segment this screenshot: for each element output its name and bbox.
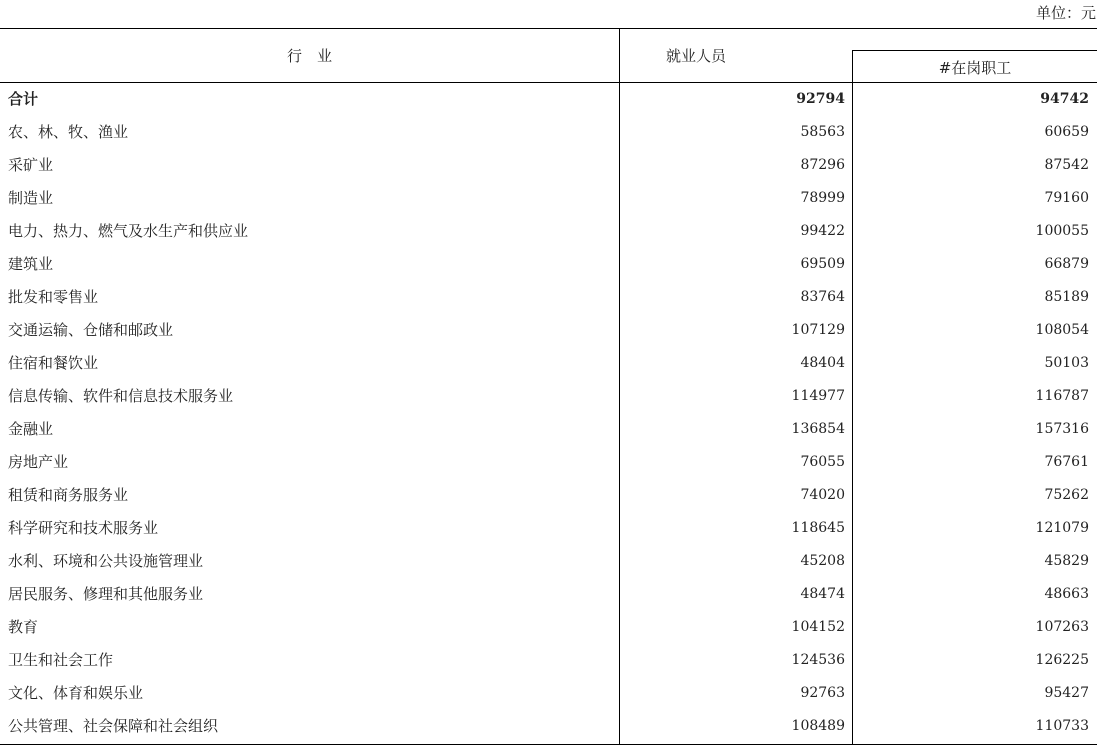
industry-name: 教育: [8, 618, 39, 636]
header-on-post: #在岗职工: [938, 59, 1012, 77]
employed-wage: 92763: [800, 685, 845, 701]
employed-wage: 136854: [791, 421, 845, 437]
on-post-wage: 108054: [1035, 322, 1089, 338]
on-post-wage: 79160: [1044, 190, 1089, 206]
table-row: [0, 611, 1097, 644]
table-row: [0, 644, 1097, 677]
employed-wage: 48404: [800, 355, 845, 371]
employed-wage: 58563: [800, 124, 845, 140]
employed-wage: 99422: [800, 223, 845, 239]
employed-wage: 92794: [796, 91, 845, 107]
on-post-wage: 116787: [1035, 388, 1089, 404]
header-industry: 行 业: [286, 47, 332, 65]
subheader-rule: [852, 50, 1097, 51]
employed-wage: 69509: [800, 256, 845, 272]
on-post-wage: 45829: [1044, 553, 1089, 569]
employed-wage: 45208: [800, 553, 845, 569]
employed-wage: 118645: [791, 520, 845, 536]
industry-name: 信息传输、软件和信息技术服务业: [8, 387, 234, 405]
table-row: [0, 545, 1097, 578]
table-row: [0, 413, 1097, 446]
industry-name: 农、林、牧、渔业: [8, 123, 129, 141]
employed-wage: 87296: [800, 157, 845, 173]
on-post-wage: 66879: [1044, 256, 1089, 272]
table-row: [0, 149, 1097, 182]
header-employed: 就业人员: [665, 47, 726, 65]
on-post-wage: 126225: [1035, 652, 1089, 668]
on-post-wage: 50103: [1044, 355, 1089, 371]
unit-label: 单位：元: [1035, 4, 1096, 22]
employed-wage: 83764: [800, 289, 845, 305]
table-row: [0, 677, 1097, 710]
table-row: [0, 281, 1097, 314]
industry-name: 卫生和社会工作: [8, 651, 114, 669]
industry-name: 租赁和商务服务业: [8, 486, 129, 504]
industry-name: 电力、热力、燃气及水生产和供应业: [8, 222, 249, 240]
employed-wage: 124536: [791, 652, 845, 668]
industry-name: 金融业: [8, 420, 54, 438]
on-post-wage: 60659: [1044, 124, 1089, 140]
industry-name: 建筑业: [8, 255, 54, 273]
industry-name: 合计: [8, 90, 39, 108]
industry-name: 公共管理、社会保障和社会组织: [8, 717, 219, 735]
employed-wage: 114977: [791, 388, 845, 404]
table-row: [0, 116, 1097, 149]
table-row: [0, 347, 1097, 380]
industry-name: 交通运输、仓储和邮政业: [8, 321, 174, 339]
on-post-wage: 76761: [1044, 454, 1089, 470]
on-post-wage: 110733: [1035, 718, 1089, 734]
on-post-wage: 157316: [1035, 421, 1089, 437]
on-post-wage: 121079: [1035, 520, 1089, 536]
on-post-wage: 85189: [1044, 289, 1089, 305]
industry-name: 水利、环境和公共设施管理业: [8, 552, 204, 570]
employed-wage: 48474: [800, 586, 845, 602]
table-row: [0, 314, 1097, 347]
employed-wage: 104152: [791, 619, 845, 635]
industry-name: 房地产业: [8, 453, 69, 471]
industry-name: 住宿和餐饮业: [8, 354, 99, 372]
on-post-wage: 107263: [1035, 619, 1089, 635]
employed-wage: 107129: [791, 322, 845, 338]
employed-wage: 78999: [800, 190, 845, 206]
table-row: [0, 710, 1097, 743]
industry-name: 制造业: [8, 189, 54, 207]
table-row: [0, 248, 1097, 281]
table-row: [0, 512, 1097, 545]
table-row: [0, 215, 1097, 248]
industry-name: 采矿业: [8, 156, 54, 174]
on-post-wage: 94742: [1040, 91, 1089, 107]
table-row: [0, 479, 1097, 512]
employed-wage: 76055: [800, 454, 845, 470]
table-row: [0, 182, 1097, 215]
table-row: [0, 380, 1097, 413]
table-row: [0, 446, 1097, 479]
industry-name: 居民服务、修理和其他服务业: [8, 585, 204, 603]
on-post-wage: 75262: [1044, 487, 1089, 503]
on-post-wage: 87542: [1044, 157, 1089, 173]
industry-name: 批发和零售业: [8, 288, 99, 306]
employed-wage: 108489: [791, 718, 845, 734]
on-post-wage: 95427: [1044, 685, 1089, 701]
on-post-wage: 48663: [1044, 586, 1089, 602]
table-row: [0, 578, 1097, 611]
on-post-wage: 100055: [1035, 223, 1089, 239]
industry-name: 科学研究和技术服务业: [8, 519, 159, 537]
table-row: [0, 83, 1097, 116]
employed-wage: 74020: [800, 487, 845, 503]
industry-name: 文化、体育和娱乐业: [8, 684, 144, 702]
